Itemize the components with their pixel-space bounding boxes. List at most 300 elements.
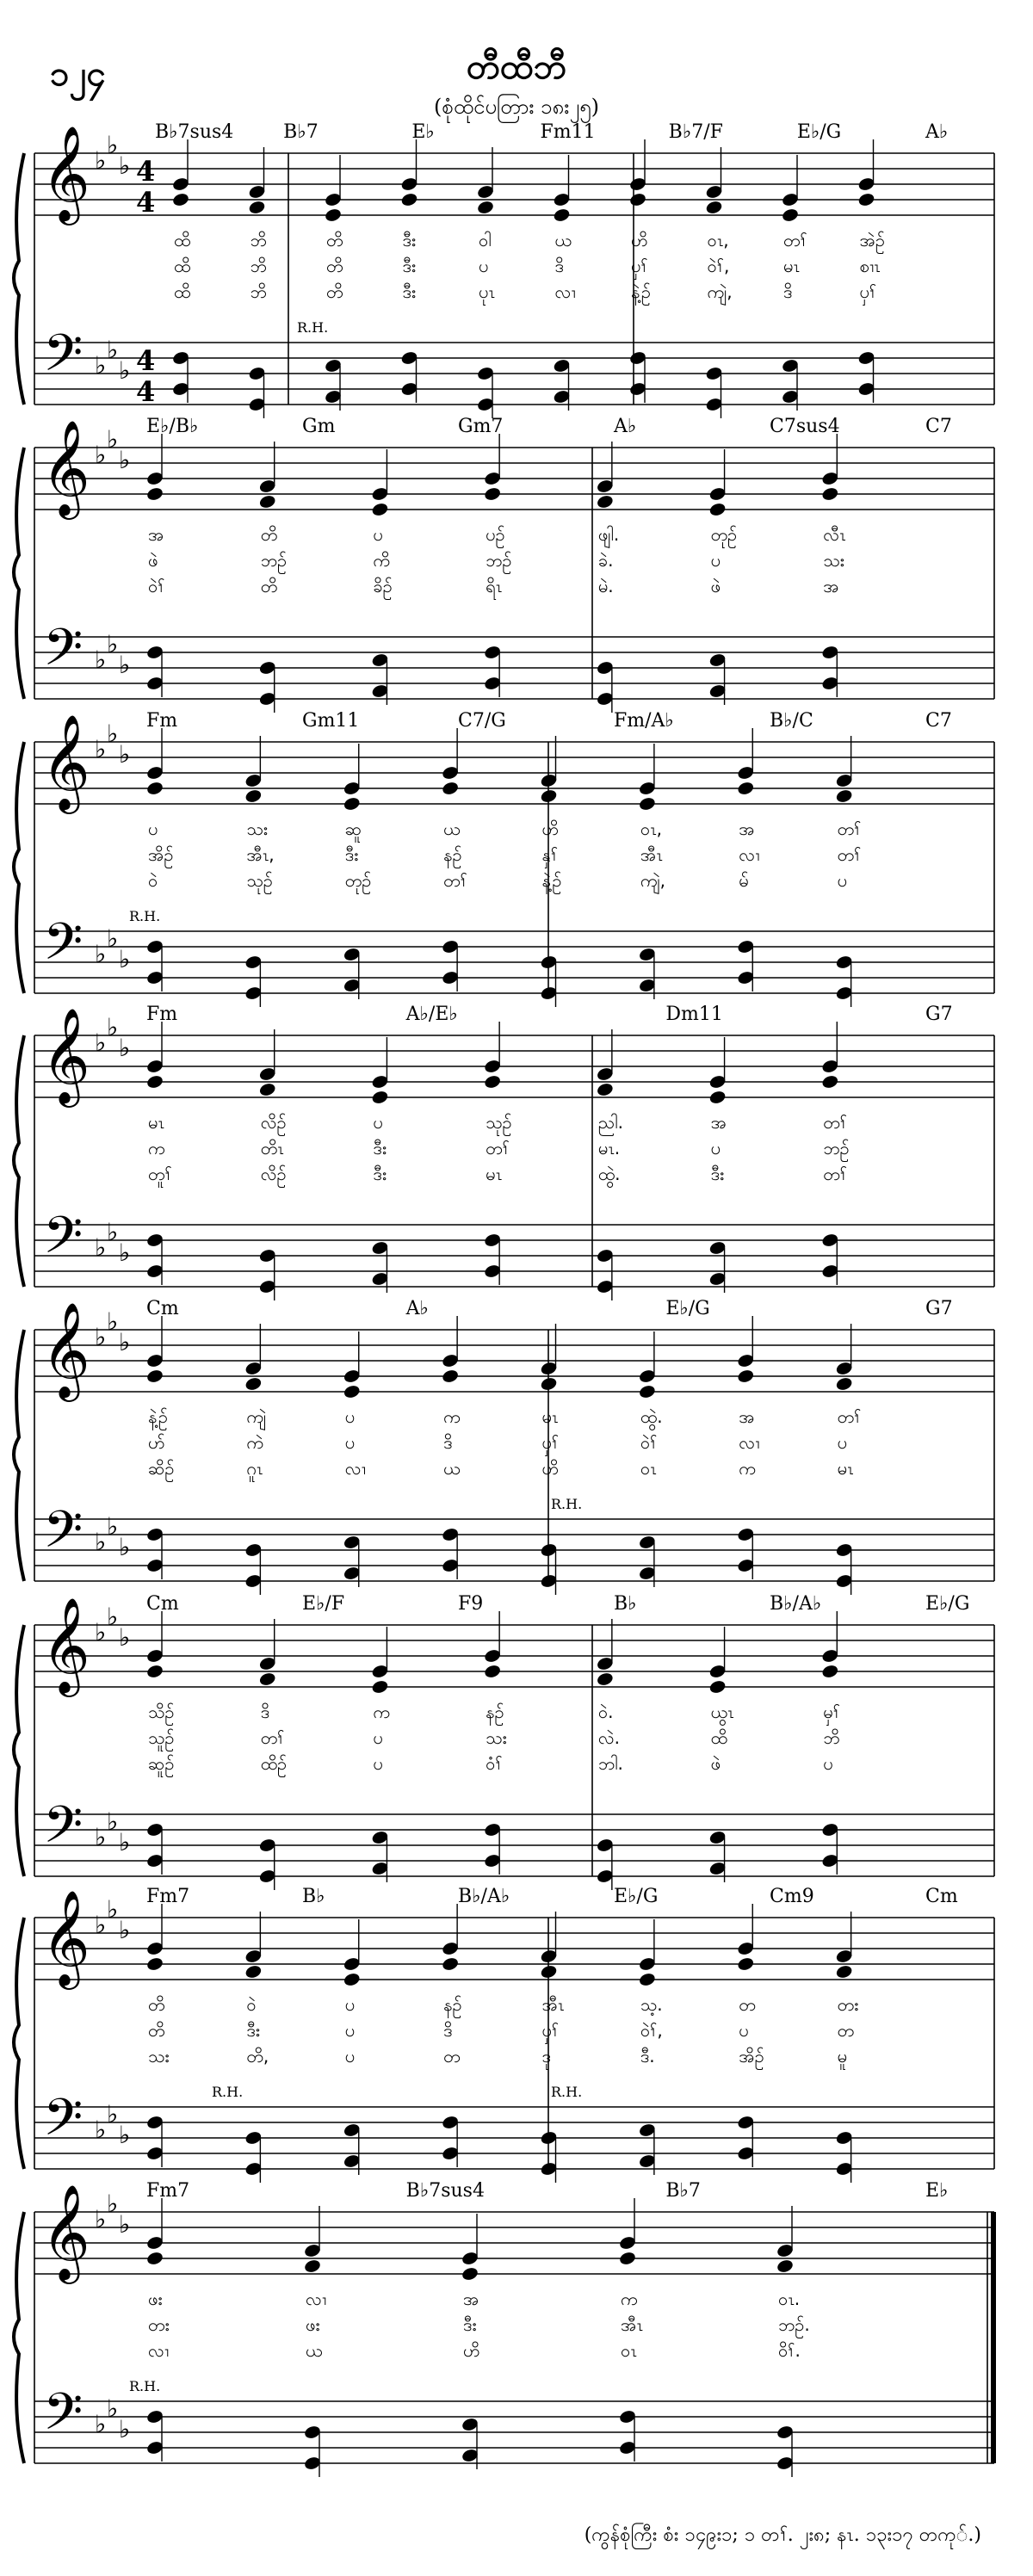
lyric-verse-3: ဝဲ [148, 870, 158, 891]
lyric-verse-2: သူဉ် [148, 1727, 175, 1748]
flat-icon: ♭ [95, 1323, 107, 1351]
notehead [705, 200, 723, 215]
chord-symbol: C7sus4 [770, 416, 840, 437]
lyric-verse-1: အဲဉ် [859, 230, 885, 250]
system-brace [14, 2212, 24, 2463]
right-hand-mark: R.H. [129, 908, 161, 924]
lyric-verse-3: တိ [260, 576, 278, 596]
notehead [776, 2258, 794, 2274]
chord-symbol: Fm7 [146, 2180, 190, 2202]
flat-icon: ♭ [95, 351, 107, 380]
lyric-verse-3: ထွဲ. [597, 1164, 621, 1184]
lyric-verse-3: တၢ် [443, 870, 467, 891]
treble-clef-icon: 𝄞 [41, 1889, 90, 1986]
lyric-verse-2: တိၤ [260, 1138, 284, 1158]
lyric-verse-2: သး [823, 550, 844, 571]
lyric-verse-3: တူၢ် [148, 1164, 172, 1184]
chord-symbol: E♭/G [925, 1593, 970, 1615]
lyric-verse-2: ဒီး [246, 2020, 260, 2041]
system-brace [14, 1918, 24, 2169]
flat-icon: ♭ [95, 646, 107, 674]
lyric-verse-1: ဝၤ, [707, 230, 729, 250]
chord-symbol: Fm [146, 710, 178, 732]
lyric-verse-3: ဝိၢ်. [778, 2340, 801, 2361]
bass-clef-icon: 𝄢 [43, 2087, 84, 2159]
treble-clef-icon: 𝄞 [41, 1301, 90, 1398]
flat-icon: ♭ [95, 1823, 107, 1851]
lyric-verse-2: နှၢ် [541, 844, 559, 865]
lyric-verse-1: ပ [344, 1994, 356, 2015]
notehead [596, 1671, 614, 1687]
lyric-verse-2: တိ [326, 256, 343, 276]
notehead [248, 200, 266, 215]
lyric-verse-1: မှၢ် [823, 1702, 841, 1722]
system-brace [14, 153, 24, 405]
lyric-verse-3: လိဉ် [260, 1164, 287, 1184]
lyric-verse-2: ပ [344, 1432, 356, 1453]
chord-symbol: Cm [146, 1593, 179, 1615]
lyric-verse-3: ကျဲ, [640, 870, 665, 891]
right-hand-mark: R.H. [212, 2084, 244, 2100]
lyric-verse-3: ပ [837, 870, 848, 891]
lyric-verse-1: တိ [148, 1994, 165, 2015]
lyric-verse-3: ယ [443, 1458, 461, 1479]
lyric-verse-1: ပ [148, 819, 158, 839]
lyric-verse-2: ဝဲၢ်, [640, 2020, 663, 2041]
lyric-verse-1: တ [739, 1994, 756, 2015]
lyric-verse-1: အ [710, 1112, 727, 1133]
lyric-verse-1: အ [739, 819, 755, 839]
lyric-verse-2: နဉ် [443, 844, 462, 865]
lyric-verse-1: တုဉ် [710, 524, 738, 545]
lyric-verse-1: မၤ [541, 1406, 559, 1427]
notehead [596, 1082, 614, 1097]
lyric-verse-2: တိ [148, 2020, 165, 2041]
lyric-verse-3: ကျဲ, [707, 281, 733, 302]
lyric-verse-2: ကိ [373, 550, 391, 571]
lyric-verse-3: ဒိ [783, 281, 793, 302]
lyric-verse-2: ဝဲၢ် [640, 1432, 658, 1453]
notehead [145, 1368, 164, 1384]
chord-symbol: E♭/G [796, 121, 842, 143]
chord-symbol: Fm7 [146, 1886, 190, 1907]
bass-clef-icon: 𝄢 [43, 2381, 84, 2454]
right-hand-mark: R.H. [551, 2084, 583, 2100]
lyric-verse-2: ပ [710, 1138, 721, 1158]
chord-symbol: G7 [925, 1004, 953, 1025]
notehead [145, 1074, 164, 1090]
notehead [244, 1376, 263, 1392]
lyric-verse-2: ပ [479, 256, 489, 276]
lyric-verse-1: လၢ [306, 2289, 327, 2309]
lyric-verse-1: နဉ် [443, 1994, 462, 2015]
lyric-verse-3: ဒု [541, 2046, 551, 2066]
lyric-verse-2: မၤ [783, 256, 800, 276]
lyric-verse-2: တၢ် [837, 844, 862, 865]
flat-icon: ♭ [107, 1895, 119, 1924]
lyric-verse-3: ဝံၢ် [486, 1753, 503, 1774]
lyric-verse-1: အ [463, 2289, 479, 2309]
flat-icon: ♭ [119, 945, 131, 973]
notehead [737, 781, 755, 796]
right-hand-mark: R.H. [551, 1496, 583, 1512]
notehead [400, 192, 418, 207]
lyric-verse-3: လၢ [344, 1458, 366, 1479]
lyric-verse-2: ပှၢ် [541, 1432, 560, 1453]
chord-symbol: Cm9 [770, 1886, 814, 1907]
lyric-verse-1: ပ [344, 1406, 356, 1427]
lyric-verse-3: ဆူဉ် [148, 1753, 175, 1774]
notehead [145, 781, 164, 796]
lyric-verse-1: ဝါ [479, 230, 492, 250]
notehead [145, 1956, 164, 1972]
flat-icon: ♭ [95, 441, 107, 469]
flat-icon: ♭ [119, 1533, 131, 1561]
notehead [244, 1964, 263, 1980]
lyric-verse-2: အီၤ, [246, 844, 275, 865]
lyric-verse-2: ဘိ [250, 256, 267, 276]
lyric-verse-3: မဲ. [597, 576, 614, 596]
final-barline-thick [991, 2212, 996, 2463]
chord-symbol: Fm/A♭ [614, 710, 674, 732]
notehead [343, 1384, 361, 1399]
lyric-verse-3: က [739, 1458, 756, 1479]
lyric-verse-2: က [148, 1138, 165, 1158]
flat-icon: ♭ [107, 2394, 119, 2423]
lyric-verse-1: အ [739, 1406, 755, 1427]
lyric-verse-1: ဖး [148, 2289, 163, 2309]
lyric-verse-2: သး [486, 1727, 507, 1748]
flat-icon: ♭ [95, 2205, 107, 2233]
chord-symbol: B♭ [302, 1886, 325, 1907]
lyric-verse-1: ဝၤ, [640, 819, 662, 839]
lyric-verse-1: ပ [373, 1112, 383, 1133]
chord-symbol: B♭7 [283, 121, 319, 143]
right-hand-mark: R.H. [129, 2378, 161, 2394]
lyric-verse-2: ဒီး [373, 1138, 387, 1158]
lyric-verse-1: ဘိ [250, 230, 267, 250]
flat-icon: ♭ [119, 356, 131, 385]
lyric-verse-2: ဘိ [823, 1727, 840, 1748]
lyric-verse-3: မ် [739, 870, 749, 891]
flat-icon: ♭ [107, 2100, 119, 2128]
flat-icon: ♭ [107, 630, 119, 658]
treble-clef-icon: 𝄞 [41, 1597, 90, 1693]
lyric-verse-2: ဒီး [463, 2314, 477, 2335]
lyric-verse-3: တိ, [246, 2046, 269, 2066]
notehead [258, 494, 276, 510]
chord-symbol: E♭/G [665, 1298, 710, 1319]
flat-icon: ♭ [119, 740, 131, 769]
notehead [145, 1664, 164, 1679]
bass-clef-icon: 𝄢 [43, 617, 84, 689]
system-brace [14, 1330, 24, 1581]
flat-icon: ♭ [107, 1218, 119, 1246]
lyric-verse-1: ဟိ [631, 230, 648, 250]
flat-icon: ♭ [95, 940, 107, 968]
treble-clef-icon: 𝄞 [41, 419, 90, 516]
notehead [857, 192, 875, 207]
lyric-verse-1: တၢ် [837, 1406, 862, 1427]
notehead [483, 1074, 501, 1090]
lyric-verse-3: တ [443, 2046, 461, 2066]
lyric-verse-3: ဒီး [373, 1164, 387, 1184]
notehead [343, 796, 361, 812]
lyric-verse-3: ဝၤ [621, 2340, 637, 2361]
lyric-verse-2: ဖဲ [148, 550, 158, 571]
notehead [737, 1956, 755, 1972]
lyric-verse-3: ခိဉ် [373, 576, 393, 596]
lyric-verse-2: ပ [710, 550, 721, 571]
lyric-verse-3: ဝဲၢ် [148, 576, 165, 596]
lyric-verse-1: တၢ် [837, 819, 862, 839]
flat-icon: ♭ [107, 425, 119, 454]
flat-icon: ♭ [95, 2116, 107, 2144]
chord-symbol: Fm11 [540, 121, 596, 143]
notehead [476, 200, 494, 215]
lyric-verse-2: ထိ [710, 1727, 727, 1748]
lyric-verse-1: သိဉ် [148, 1702, 175, 1722]
lyric-verse-3: အ [823, 576, 839, 596]
chord-symbol: E♭/B♭ [146, 416, 199, 437]
lyric-verse-2: ကဲ [246, 1432, 263, 1453]
lyric-verse-1: ယ [554, 230, 572, 250]
chord-symbol: B♭7/F [668, 121, 723, 143]
lyric-verse-1: ဒိ [260, 1702, 270, 1722]
notehead [835, 1376, 853, 1392]
lyric-verse-3: တိ [326, 281, 343, 302]
lyric-verse-3: ပှၢ် [859, 281, 877, 302]
notehead [835, 788, 853, 804]
flat-icon: ♭ [119, 1328, 131, 1356]
lyric-verse-2: ဒီး [402, 256, 417, 276]
system-brace [14, 1035, 24, 1287]
chord-symbol: Gm11 [302, 710, 360, 732]
footer-reference: (ကွန်စုံကြီး စံး ၁၄၉း၁; ၁ တၢ်. ၂း၈; နၤ. ၁၃း၁၇ တကု်.) [584, 2524, 981, 2546]
flat-icon: ♭ [107, 1603, 119, 1631]
lyric-verse-3: ဒီ. [640, 2046, 655, 2066]
lyric-verse-3: လၢ [148, 2340, 170, 2361]
system-brace [14, 1625, 24, 1876]
treble-clef-icon: 𝄞 [41, 1007, 90, 1103]
lyric-verse-3: ထိဉ် [260, 1753, 288, 1774]
lyric-verse-2: စၢၤ [859, 256, 881, 276]
flat-icon: ♭ [95, 2410, 107, 2438]
scripture-reference: (စုံထိုင်ပတြား ၁၈း၂၅) [433, 95, 599, 119]
chord-symbol: C7 [925, 710, 952, 732]
lyric-verse-1: ထိ [174, 230, 191, 250]
lyric-verse-1: ဝၤ. [778, 2289, 801, 2309]
lyric-verse-1: က [443, 1406, 461, 1427]
lyric-verse-1: တၢ် [783, 230, 807, 250]
lyric-verse-1: မၤ [148, 1112, 164, 1133]
chord-symbol: E♭/F [302, 1593, 345, 1615]
lyric-verse-2: လဲ. [597, 1727, 620, 1748]
lyric-verse-1: ကျဲ [246, 1406, 267, 1427]
lyric-verse-3: ဂူၤ [246, 1458, 263, 1479]
lyric-verse-1: နဉ် [486, 1702, 504, 1722]
notehead [628, 192, 646, 207]
lyric-verse-2: လၢ [739, 844, 760, 865]
notehead [781, 207, 799, 223]
lyric-verse-2: ပ [373, 1727, 383, 1748]
flat-icon: ♭ [107, 336, 119, 364]
lyric-verse-2: အီၤ [640, 844, 663, 865]
lyric-verse-3: မၤ [486, 1164, 503, 1184]
notehead [618, 2251, 636, 2266]
notehead [244, 788, 263, 804]
flat-icon: ♭ [107, 1512, 119, 1541]
flat-icon: ♭ [119, 1239, 131, 1267]
lyric-verse-1: ပ [373, 524, 383, 545]
lyric-verse-1: တး [837, 1994, 859, 2015]
flat-icon: ♭ [119, 1034, 131, 1062]
lyric-verse-2: ဒီး [344, 844, 359, 865]
lyric-verse-1: တၢ် [823, 1112, 848, 1133]
lyric-verse-2: ပ [739, 2020, 749, 2041]
notehead [371, 1679, 389, 1695]
lyric-verse-3: ပုၤ [479, 281, 495, 302]
lyric-verse-2: ခဲ. [597, 550, 614, 571]
notehead [258, 1671, 276, 1687]
lyric-verse-2: အီၤ [621, 2314, 643, 2335]
treble-clef-icon: 𝄞 [41, 713, 90, 810]
chord-symbol: C7/G [458, 710, 506, 732]
system-brace [14, 742, 24, 993]
bass-clef-icon: 𝄢 [43, 1795, 84, 1867]
lyric-verse-3: မၤ [837, 1458, 854, 1479]
notehead [303, 2258, 321, 2274]
lyric-verse-3: ပ [344, 2046, 356, 2066]
time-signature-bottom: 4 [136, 375, 156, 408]
chord-symbol: F9 [458, 1593, 484, 1615]
lyric-verse-2: မၤ. [597, 1138, 621, 1158]
notehead [638, 796, 656, 812]
lyric-verse-3: ပ [823, 1753, 833, 1774]
chord-symbol: G7 [925, 1298, 953, 1319]
lyric-verse-3: ဟိ [463, 2340, 480, 2361]
bass-clef-icon: 𝄢 [43, 1205, 84, 1277]
flat-icon: ♭ [119, 1623, 131, 1652]
lyric-verse-2: ထိ [174, 256, 191, 276]
notehead [708, 502, 727, 517]
notehead [596, 494, 614, 510]
chord-symbol: A♭ [405, 1298, 429, 1319]
lyric-verse-2: ဘဉ် [486, 550, 512, 571]
flat-icon: ♭ [95, 1029, 107, 1057]
lyric-verse-1: လိဉ် [260, 1112, 287, 1133]
lyric-verse-1: အ [148, 524, 164, 545]
time-signature-top: 4 [136, 344, 156, 377]
lyric-verse-3: တၢ် [823, 1164, 848, 1184]
notehead [441, 1956, 459, 1972]
chord-symbol: Cm [146, 1298, 179, 1319]
lyric-verse-2: ဘဉ် [823, 1138, 850, 1158]
notehead [540, 788, 558, 804]
notehead [371, 1090, 389, 1105]
bass-clef-icon: 𝄢 [43, 1499, 84, 1572]
hymn-title: တီထီဘီ [466, 46, 567, 87]
notehead [708, 1679, 727, 1695]
treble-clef-icon: 𝄞 [41, 2184, 90, 2280]
lyric-verse-1: တိ [260, 524, 278, 545]
chord-symbol: B♭/A♭ [458, 1886, 510, 1907]
lyric-verse-1: ညါ. [597, 1112, 624, 1133]
flat-icon: ♭ [119, 2210, 131, 2239]
lyric-verse-2: ဒိ [443, 1432, 453, 1453]
lyric-verse-2: တ [837, 2020, 855, 2041]
lyric-verse-3: ရိၤ [486, 576, 503, 596]
chord-symbol: B♭/C [770, 710, 813, 732]
chord-symbol: Cm [925, 1886, 958, 1907]
flat-icon: ♭ [119, 1916, 131, 1944]
lyric-verse-3: မူ [837, 2046, 848, 2066]
notehead [145, 486, 164, 502]
treble-clef-icon: 𝄞 [41, 125, 90, 221]
flat-icon: ♭ [107, 924, 119, 953]
lyric-verse-1: ယ [443, 819, 461, 839]
lyric-verse-3: လၢ [554, 281, 576, 302]
chord-symbol: E♭ [411, 121, 435, 143]
notehead [441, 781, 459, 796]
chord-symbol: E♭ [925, 2180, 949, 2202]
lyric-verse-2: ဖး [306, 2314, 320, 2335]
notehead [258, 1082, 276, 1097]
chord-symbol: Gm [302, 416, 336, 437]
lyric-verse-2: တၢ် [260, 1727, 285, 1748]
lyric-verse-3: ဝၤ [640, 1458, 657, 1479]
lyric-verse-2: ဟ် [148, 1432, 165, 1453]
flat-icon: ♭ [95, 1911, 107, 1939]
lyric-verse-1: ဆူ [344, 819, 362, 839]
lyric-verse-2: ဒိ [443, 2020, 453, 2041]
lyric-verse-3: ဖဲ [710, 576, 721, 596]
chord-symbol: E♭/G [614, 1886, 659, 1907]
lyric-verse-1: သ့. [640, 1994, 663, 2015]
lyric-verse-3: သုဉ် [246, 870, 273, 891]
lyric-verse-1: က [373, 1702, 391, 1722]
lyric-verse-3: ဘိ [250, 281, 267, 302]
lyric-verse-2: လၢ [739, 1432, 760, 1453]
chord-symbol: C7 [925, 416, 952, 437]
notehead [483, 486, 501, 502]
flat-icon: ♭ [119, 2415, 131, 2443]
system-brace [14, 448, 24, 699]
lyric-verse-1: ဟိ [541, 819, 560, 839]
chord-symbol: B♭ [614, 1593, 637, 1615]
notehead [441, 1368, 459, 1384]
flat-icon: ♭ [95, 1618, 107, 1646]
lyric-verse-2: ပှၢ် [541, 2020, 560, 2041]
lyric-verse-2: ဘဉ် [260, 550, 288, 571]
right-hand-mark: R.H. [297, 319, 329, 336]
bass-clef-icon: 𝄢 [43, 911, 84, 984]
lyric-verse-1: ဝဲ. [597, 1702, 614, 1722]
notehead [371, 502, 389, 517]
notehead [483, 1664, 501, 1679]
lyric-verse-3: ဒီး [710, 1164, 725, 1184]
flat-icon: ♭ [119, 151, 131, 180]
notehead [821, 1074, 839, 1090]
notehead [638, 1972, 656, 1987]
lyric-verse-3: ဘါ. [597, 1753, 623, 1774]
chord-symbol: A♭ [614, 416, 637, 437]
lyric-verse-2: တး [148, 2314, 170, 2335]
lyric-verse-2: အိဉ် [148, 844, 174, 865]
lyric-verse-1: လီၤ [823, 524, 846, 545]
flat-icon: ♭ [119, 1828, 131, 1856]
chord-symbol: B♭7sus4 [155, 121, 234, 143]
